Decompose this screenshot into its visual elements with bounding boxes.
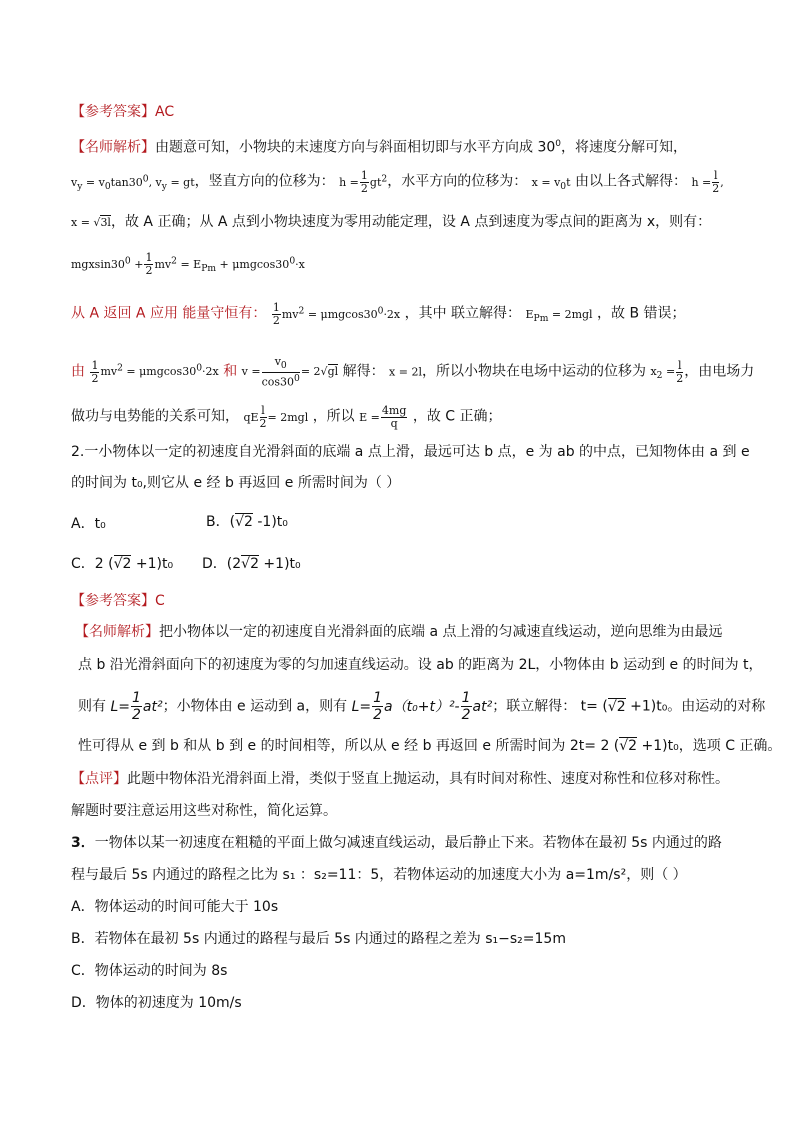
q2-answer-line — [71, 592, 165, 610]
comment-tag: 【点评】 — [71, 771, 127, 787]
q1-analysis-line-1: 【名师解析】由题意可知，小物块的末速度方向与斜面相切即与水平方向成 $30^0$，将速度分解可知， — [71, 139, 687, 156]
math-formula: $\frac{1}{2}$ $mv^2 = \mu mgcos30^0\cdot 2x$ — [91, 358, 219, 385]
q2-comment-line-2: 解题时要注意运用这些对称性，简化运算。 — [71, 803, 337, 819]
q1-analysis-line-3: x = √3l，故 A 正确；从 A 点到小物块速度为零用动能定理，设 A 点到速度为零点间的距离为 x，则有： — [71, 214, 712, 230]
q3-option-d: D．物体的初速度为 10m/s — [71, 995, 242, 1011]
math-formula: L= $\frac{1}{2}$ at² — [110, 690, 163, 723]
math-formula: $E_{Pm} = 2mgl$ — [525, 307, 593, 324]
math-formula: L= $\frac{1}{2}$ a（t₀+t）²- $\frac{1}{2}$ at² — [351, 690, 493, 723]
math-formula: x = 2l — [389, 365, 422, 379]
q3-option-b: B．若物体在最初 5s 内通过的路程与最后 5s 内通过的路程之差为 s₁−s₂=15m — [71, 931, 566, 947]
q1-analysis-line-7: 做功与电势能的关系可知， qE $\frac{l}{2}$ = 2mgl ，所以 E = $\frac{4mg}{q}$ ，故 C 正确； — [71, 404, 502, 430]
answer-value: AC — [155, 104, 175, 120]
answer-tag: 【参考答案】 — [71, 593, 155, 609]
math-formula: $mgxsin30^0$ + $\frac{1}{2}$ $mv^2 = E_{Pm} + \mu mgcos30^0\cdot x$ — [71, 251, 305, 278]
q3-stem-line-1: 3．一物体以某一初速度在粗糙的平面上做匀减速直线运动，最后静止下来。若物体在最初 5s 内通过的路 — [71, 835, 722, 851]
q3-option-a: A．物体运动的时间可能大于 10s — [71, 899, 279, 915]
q2-comment-line-1: 【点评】此题中物体沿光滑斜面上滑，类似于竖直上抛运动，具有时间对称性、速度对称性和位移对称性。 — [71, 771, 729, 787]
q2-analysis-line-3: 则有 L= $\frac{1}{2}$ at²；小物体由 e 运动到 a，则有 L= $\frac{1}{2}$ a（t₀+t）²- $\frac{1}{2}$ at²；联立解得： t= (√2 +1)t₀。由运动的对称 — [78, 690, 766, 723]
math-formula: h = $\frac{1}{2}$ $gt^2$ — [339, 169, 388, 196]
math-formula: $v_y = v_0\tan 30^0$, $v_y$ = gt — [71, 173, 195, 192]
q2-stem-line-1: 2.一小物体以一定的初速度自光滑斜面的底端 a 点上滑，最远可达 b 点，e 为 ab 的中点，已知物体由 a 到 e — [71, 444, 750, 460]
q3-stem-line-2: 程与最后 5s 内通过的路程之比为 s₁ ：s₂=11：5，若物体运动的加速度大小为 a=1m/s²，则（ ） — [71, 867, 687, 883]
math-formula: E = $\frac{4mg}{q}$ — [359, 404, 407, 430]
answer-tag: 【参考答案】 — [71, 104, 155, 120]
math-formula: $\frac{1}{2}$ $mv^2 = \mu mgcos30^0\cdot 2x$ — [272, 301, 401, 328]
answer-value: C — [155, 593, 165, 609]
q2-stem-line-2: 的时间为 t₀,则它从 e 经 b 再返回 e 所需时间为（ ） — [71, 475, 401, 491]
q3-option-c: C．物体运动的时间为 8s — [71, 963, 228, 979]
q1-analysis-line-6: 由 $\frac{1}{2}$ $mv^2 = \mu mgcos30^0\cdot 2x$ 和 v = $\frac{v_0}{\cos 30^0}$ = 2√gl 解得： x = 2l，所以小物块在电场中运动的位移为 $x_2$ = $\frac{l}{2}$ ，由电场力 — [71, 355, 755, 389]
q1-analysis-line-5: 从 A 返回 A 应用 能量守恒有： $\frac{1}{2}$ $mv^2 = \mu mgcos30^0\cdot 2x$ ，其中 联立解得： $E_{Pm} = 2mgl$ ，故 B 错误； — [71, 301, 686, 328]
math-formula: v = $\frac{v_0}{\cos 30^0}$ = 2√gl — [241, 355, 339, 389]
q2-analysis-line-2: 点 b 沿光滑斜面向下的初速度为零的匀加速直线运动。设 ab 的距离为 2L，小物体由 b 运动到 e 的时间为 t， — [78, 657, 763, 673]
analysis-tag: 【名师解析】 — [71, 139, 155, 156]
analysis-text: 由题意可知，小物块的末速度方向与斜面相切即与水平方向成 30 — [155, 139, 556, 156]
q1-analysis-line-4 — [71, 252, 305, 278]
q2-analysis-line-4: 性可得从 e 到 b 和从 b 到 e 的时间相等，所以从 e 经 b 再返回 e 所需时间为 2t= 2 (√2 +1)t₀，选项 C 正确。 — [78, 738, 782, 754]
analysis-tag: 【名师解析】 — [75, 624, 159, 640]
q2-option-b: B．(√2 -1)t₀ — [206, 514, 288, 530]
q2-option-c: C．2 (√2 +1)t₀ — [71, 556, 174, 572]
math-formula: h = $\frac{l}{2}$ , — [691, 169, 724, 196]
q2-option-d: D．(2√2 +1)t₀ — [202, 556, 301, 572]
math-formula: $x_2$ = $\frac{l}{2}$ — [650, 358, 684, 385]
q1-answer-line — [71, 103, 174, 121]
q1-analysis-line-2: $v_y = v_0\tan 30^0$, $v_y$ = gt，竖直方向的位移为： h = $\frac{1}{2}$ $gt^2$，水平方向的位移为： $x = v_0t$ 由以上各式解得： h = $\frac{l}{2}$ , — [71, 169, 724, 196]
math-formula: $x = v_0t$ — [531, 175, 571, 192]
math-formula: qE $\frac{l}{2}$ = 2mgl — [243, 404, 309, 430]
question-number: 3． — [71, 835, 95, 851]
q2-analysis-line-1: 【名师解析】把小物体以一定的初速度自光滑斜面的底端 a 点上滑的匀减速直线运动，逆向思维为由最远 — [75, 624, 723, 640]
math-formula: x = √3l — [71, 216, 111, 229]
q2-option-a: A．t₀ — [71, 516, 106, 532]
